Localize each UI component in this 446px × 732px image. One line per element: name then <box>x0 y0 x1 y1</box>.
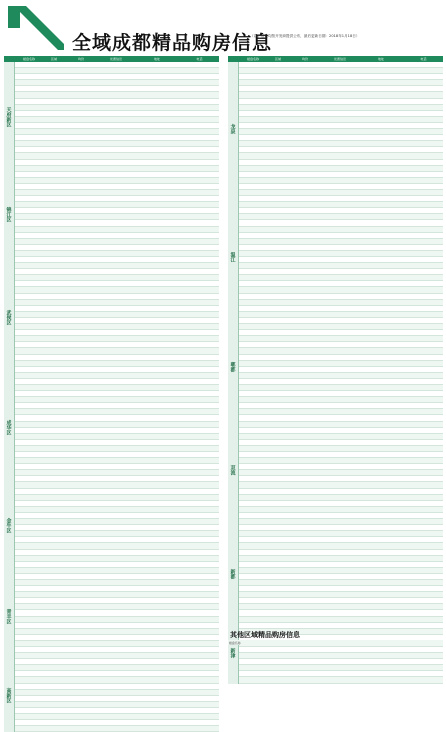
district-label: 金牛区 <box>4 476 15 574</box>
district-label: 温江 <box>228 196 239 318</box>
page-title: 全域成都精品购房信息 <box>72 32 273 54</box>
arrow-icon <box>6 4 66 52</box>
district-label: 武侯区 <box>4 257 15 379</box>
district-label: 成华区 <box>4 379 15 477</box>
district-block <box>4 172 219 257</box>
page-subtitle: （以下信息均按开发商提供公布，最后更新日期：2018年1月18日） <box>250 34 360 38</box>
district-label: 高新区 <box>4 659 15 732</box>
right-column <box>228 56 443 684</box>
district-block <box>228 525 443 623</box>
district-label: 青羊区 <box>4 574 15 659</box>
column-header: 电话 <box>420 57 427 61</box>
left-column <box>4 56 219 732</box>
column-header: 区域 <box>274 57 281 61</box>
district-label: 龙泉 <box>228 62 239 196</box>
column-header: 楼盘名称 <box>246 57 259 61</box>
district-label: 天府新区 <box>4 62 15 172</box>
column-header: 均价 <box>301 57 308 61</box>
district-block <box>4 659 219 732</box>
column-header: 地址 <box>153 57 160 61</box>
column-header: 区域 <box>50 57 57 61</box>
column-header: 均价 <box>77 57 84 61</box>
district-block <box>4 476 219 574</box>
table-row <box>15 726 219 732</box>
district-block <box>4 62 219 172</box>
district-block <box>228 415 443 525</box>
district-block <box>228 196 443 318</box>
column-header: 电话 <box>196 57 203 61</box>
other-section-title: 其他区域精品购房信息 <box>230 631 300 639</box>
district-label: 新都 <box>228 525 239 623</box>
other-table-row <box>228 640 443 645</box>
column-header: 楼盘名称 <box>22 57 35 61</box>
table-cell: 楼盘名称 <box>229 640 241 645</box>
district-label: 双流 <box>228 415 239 525</box>
district-label: 郫都 <box>228 318 239 416</box>
district-block <box>4 574 219 659</box>
column-header: 优惠信息 <box>333 57 346 61</box>
district-label: 新津 <box>228 623 239 684</box>
table-row <box>239 677 443 683</box>
district-label: 锦江区 <box>4 172 15 257</box>
district-block <box>228 318 443 416</box>
column-header: 地址 <box>377 57 384 61</box>
district-block <box>4 379 219 477</box>
district-block <box>4 257 219 379</box>
column-header: 优惠信息 <box>109 57 122 61</box>
page-header <box>0 0 446 54</box>
district-block <box>228 62 443 196</box>
